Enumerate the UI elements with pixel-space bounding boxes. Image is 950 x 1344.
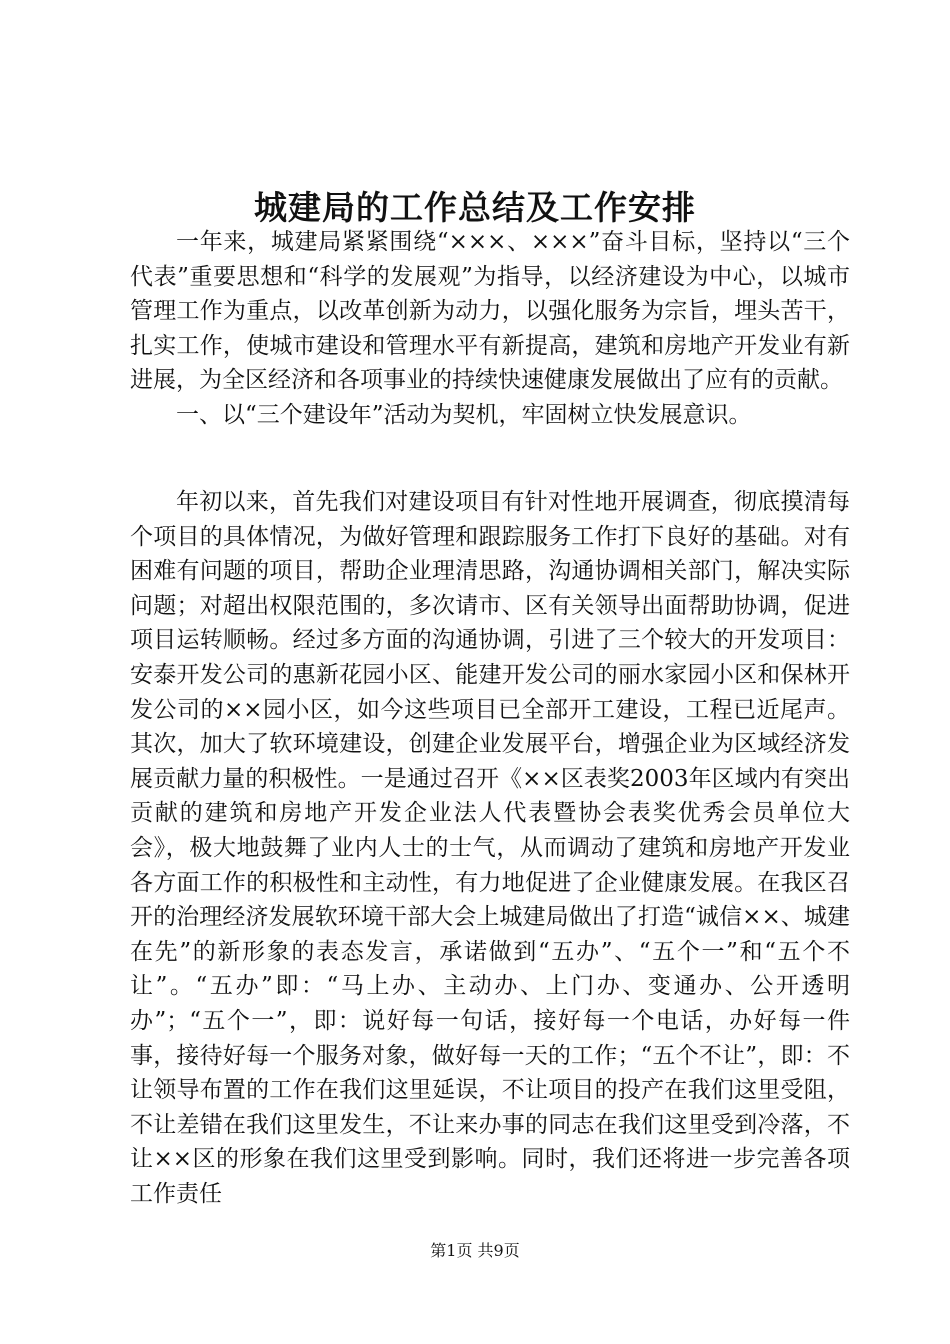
document-title: 城建局的工作总结及工作安排 [254, 188, 696, 227]
paragraph-main: 年初以来，首先我们对建设项目有针对性地开展调查，彻底摸清每个项目的具体情况，为做好管理和跟踪服务工作打下良好的基础。对有困难有问题的项目，帮助企业理清思路，沟通协调相关部门，解决实际问题；对超出权限范围的，多次请市、区有关领导出面帮助协调，促进项目运转顺畅。经过多方面的沟通协调，引进了三个较大的开发项目：安泰开发公司的惠新花园小区、能建开发公司的丽水家园小区和保林开发公司的××园小区，如今这些项目已全部开工建设，工程已近尾声。其次，加大了软环境建设，创建企业发展平台，增强企业为区域经济发展贡献力量的积极性。一是通过召开《××区表奖2003年区域内有突出贡献的建筑和房地产开发企业法人代表暨协会表奖优秀会员单位大会》，极大地鼓舞了业内人士的士气，从而调动了建筑和房地产开发业各方面工作的积极性和主动性，有力地促进了企业健康发展。在我区召开的治理经济发展软环境干部大会上城建局做出了打造“诚信××、城建在先”的新形象的表态发言，承诺做到“五办”、“五个一”和“五个不让”。“五办”即：“马上办、主动办、上门办、变通办、公开透明办”；“五个一”，即：说好每一句话，接好每一个电话，办好每一件事，接待好每一个服务对象，做好每一天的工作；“五个不让”，即：不让领导布置的工作在我们这里延误，不让项目的投产在我们这里受阻，不让差错在我们这里发生，不让来办事的同志在我们这里受到冷落，不让××区的形象在我们这里受到影响。同时，我们还将进一步完善各项工作责任 [130, 489, 850, 1207]
paragraph-intro: 一年来，城建局紧紧围绕“×××、×××”奋斗目标，坚持以“三个代表”重要思想和“科学的发展观”为指导，以经济建设为中心，以城市管理工作为重点，以改革创新为动力，以强化服务为宗旨，埋头苦干，扎实工作，使城市建设和管理水平有新提高，建筑和房地产开发业有新进展，为全区经济和各项事业的持续快速健康发展做出了应有的贡献。 [130, 229, 850, 394]
page-footer: 第1页 共9页 [430, 1241, 520, 1260]
body-section-main [130, 485, 850, 1211]
paragraph-heading-one: 一、以“三个建设年”活动为契机，牢固树立快发展意识。 [176, 401, 752, 428]
body-section-intro [130, 225, 850, 433]
